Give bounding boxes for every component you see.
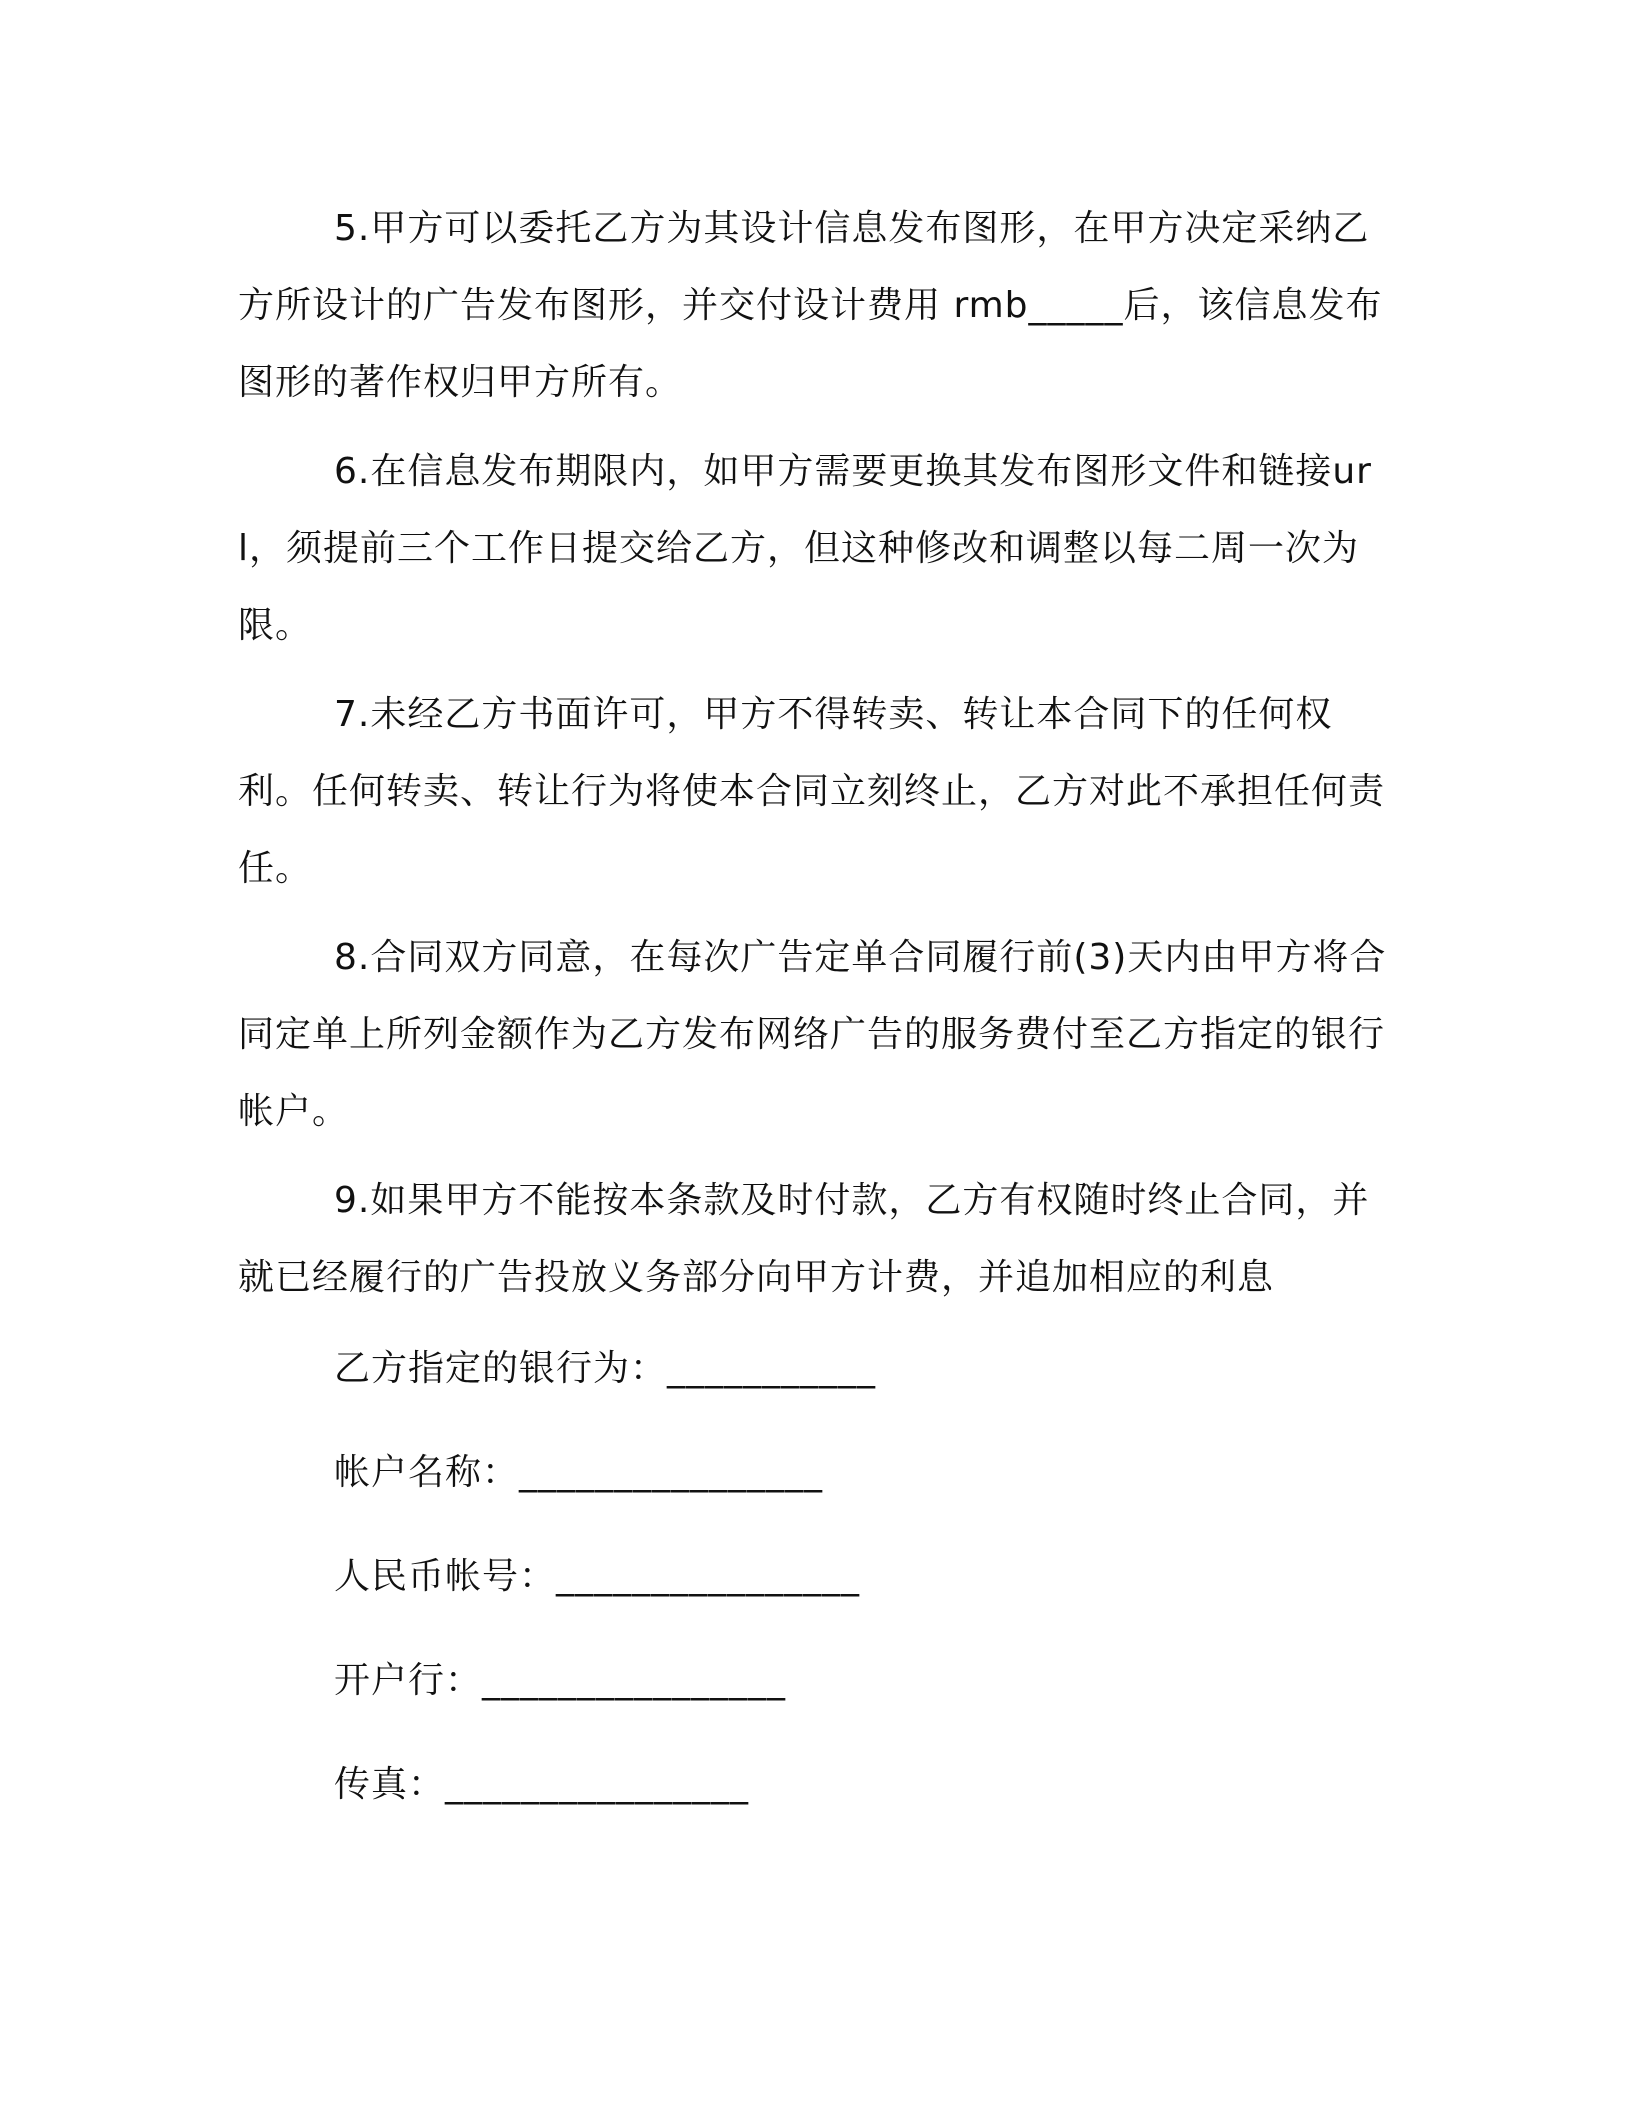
document-body xyxy=(238,190,1396,1863)
clause-7: 7.未经乙方书面许可，甲方不得转卖、转让本合同下的任何权利。任何转卖、转让行为将使本合同立刻终止，乙方对此不承担任何责任。 xyxy=(238,694,1386,889)
fax-field: 传真：________________ xyxy=(334,1764,750,1805)
opening-bank-field: 开户行：________________ xyxy=(334,1660,787,1701)
bank-info-fields xyxy=(238,1343,1396,1811)
clause-6: 6.在信息发布期限内，如甲方需要更换其发布图形文件和链接url，须提前三个工作日提交给乙方，但这种修改和调整以每二周一次为限。 xyxy=(238,451,1372,646)
clause-9: 9.如果甲方不能按本条款及时付款，乙方有权随时终止合同，并就已经履行的广告投放义务部分向甲方计费，并追加相应的利息 xyxy=(238,1180,1370,1298)
bank-name-field: 乙方指定的银行为：___________ xyxy=(334,1348,877,1389)
rmb-account-field: 人民币帐号：________________ xyxy=(334,1556,861,1597)
account-name-field: 帐户名称：________________ xyxy=(334,1452,824,1493)
clause-8: 8.合同双方同意，在每次广告定单合同履行前(3)天内由甲方将合同定单上所列金额作为乙方发布网络广告的服务费付至乙方指定的银行帐户。 xyxy=(238,937,1387,1132)
clause-5: 5.甲方可以委托乙方为其设计信息发布图形，在甲方决定采纳乙方所设计的广告发布图形，并交付设计费用 rmb_____后，该信息发布图形的著作权归甲方所有。 xyxy=(238,208,1383,403)
